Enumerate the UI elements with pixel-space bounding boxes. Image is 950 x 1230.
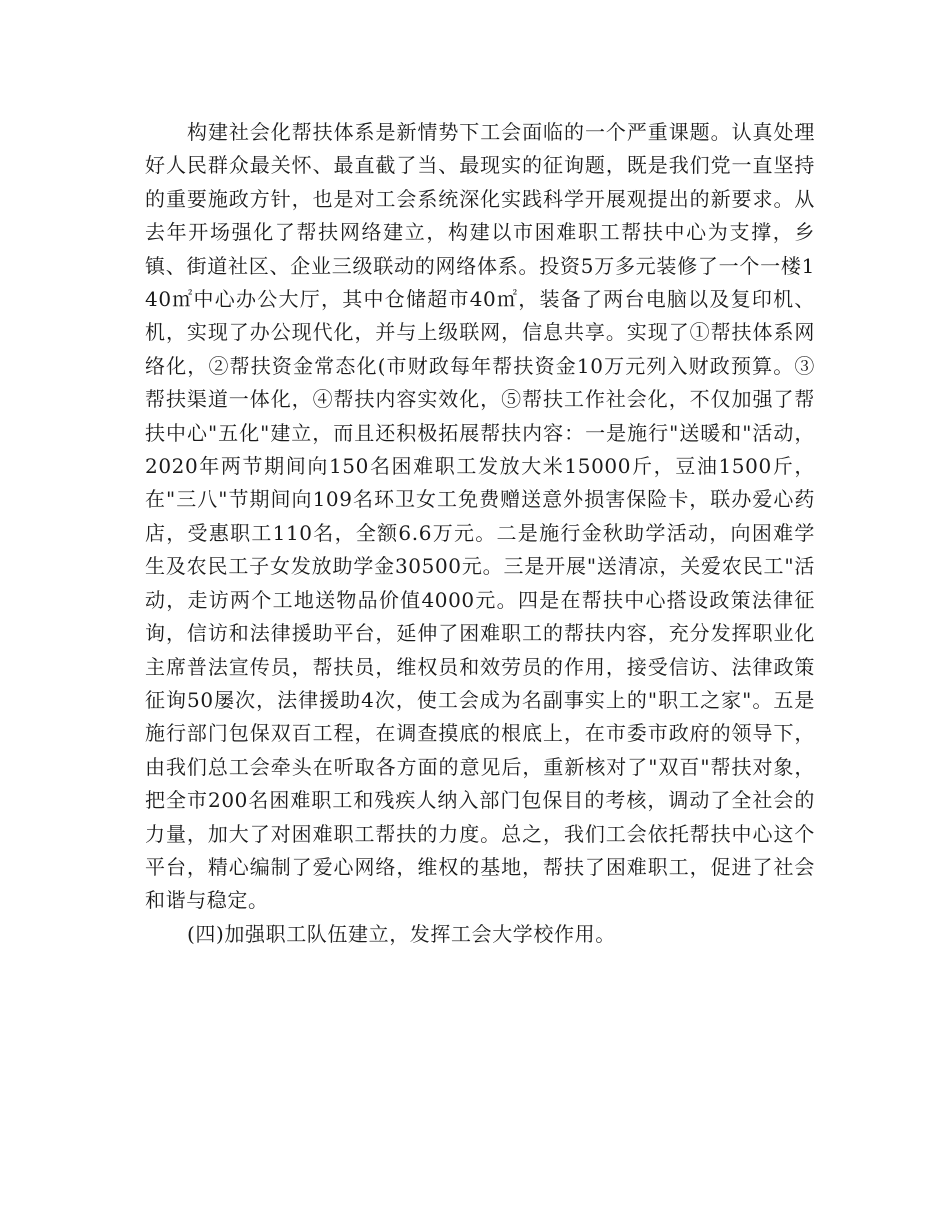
section-heading-paragraph: (四)加强职工队伍建立，发挥工会大学校作用。: [187, 921, 616, 946]
document-body: [145, 116, 815, 951]
body-paragraph: 构建社会化帮扶体系是新情势下工会面临的一个严重课题。认真处理好人民群众最关怀、最直截了当、最现实的征询题，既是我们党一直坚持的重要施政方针，也是对工会系统深化实践科学开展观提出的新要求。从去年开场强化了帮扶网络建立，构建以市困难职工帮扶中心为支撑，乡镇、街道社区、企业三级联动的网络体系。投资5万多元装修了一个一楼140㎡中心办公大厅，其中仓储超市40㎡，装备了两台电脑以及复印机、机，实现了办公现代化，并与上级联网，信息共享。实现了①帮扶体系网络化，②帮扶资金常态化(市财政每年帮扶资金10万元列入财政预算。③帮扶渠道一体化，④帮扶内容实效化，⑤帮扶工作社会化，不仅加强了帮扶中心"五化"建立，而且还积极拓展帮扶内容：一是施行"送暖和"活动，2020年两节期间向150名困难职工发放大米15000斤，豆油1500斤，在"三八"节期间向109名环卫女工免费赠送意外损害保险卡，联办爱心药店，受惠职工110名，全额6.6万元。二是施行金秋助学活动，向困难学生及农民工子女发放助学金30500元。三是开展"送清凉，关爱农民工"活动，走访两个工地送物品价值4000元。四是在帮扶中心搭设政策法律征询，信访和法律援助平台，延伸了困难职工的帮扶内容，充分发挥职业化主席普法宣传员，帮扶员，维权员和效劳员的作用，接受信访、法律政策征询50屡次，法律援助4次，使工会成为名副事实上的"职工之家"。五是施行部门包保双百工程，在调查摸底的根底上，在市委市政府的领导下，由我们总工会牵头在听取各方面的意见后，重新核对了"双百"帮扶对象，把全市200名困难职工和残疾人纳入部门包保目的考核，调动了全社会的力量，加大了对困难职工帮扶的力度。总之，我们工会依托帮扶中心这个平台，精心编制了爱心网络，维权的基地，帮扶了困难职工，促进了社会和谐与稳定。: [145, 120, 815, 913]
